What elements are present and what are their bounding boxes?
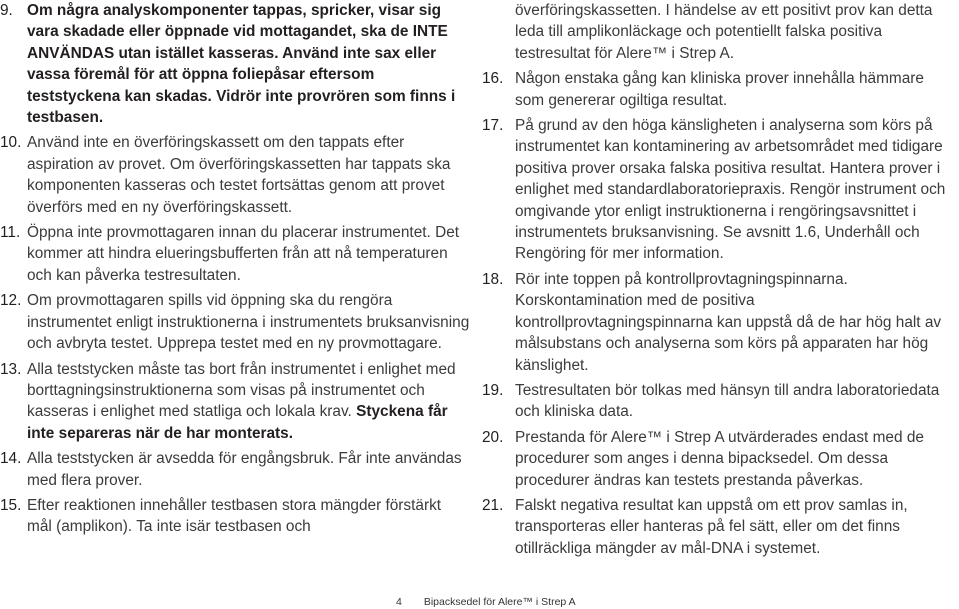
list-item — [482, 0, 956, 64]
list-item — [0, 495, 470, 538]
item-number: 19. — [482, 381, 504, 399]
item-text: överföringskassetten. I händelse av ett positivt prov kan detta leda till amplikonläckage och potentiellt falska positiva testresultat för Alere™ i Strep A. — [515, 2, 933, 62]
item-text: Alla teststycken är avsedda för engångsbruk. Får inte användas med flera prover. — [27, 450, 462, 489]
item-number: 10. — [0, 134, 22, 152]
page-footer — [396, 596, 576, 608]
list-item — [0, 448, 470, 491]
list-item — [0, 0, 470, 128]
item-number: 16. — [482, 70, 504, 88]
item-text: Prestanda för Alere™ i Strep A utvärderades endast med de procedurer som anges i denna bipacksedel. Om dessa procedurer ändras kan testets prestanda påverkas. — [515, 428, 924, 489]
list-item — [482, 269, 956, 376]
item-text: Rör inte toppen på kontrollprovtagningspinnarna. Korskontamination med de positiva kontrollprovtagningspinnarna kan uppstå då de har hög halt av målsubstans och analyserna som körs på apparaten har hög känslighet. — [515, 270, 942, 374]
item-text: Efter reaktionen innehåller testbasen stora mängder förstärkt mål (amplikon). Ta inte isär testbasen och — [27, 496, 442, 536]
list-item — [0, 359, 470, 445]
item-number: 17. — [482, 117, 504, 135]
list-item — [482, 380, 956, 423]
item-number: 12. — [0, 292, 22, 310]
list-item — [482, 115, 956, 265]
item-number: 9. — [0, 2, 13, 19]
footer-title: Bipacksedel för Alere™ i Strep A — [423, 596, 576, 608]
item-text: Någon enstaka gång kan kliniska prover innehålla hämmare som genererar ogiltiga resultat. — [515, 70, 924, 109]
list-item — [482, 427, 956, 491]
item-number: 20. — [482, 428, 504, 446]
item-text: På grund av den höga känsligheten i analyserna som körs på instrumentet kan kontaminering av arbetsområdet med tidigare positiva prover orsaka falska positiva resultat. Hantera prover i enlighet med standardlaboratoriepraxis. Rengör instrument och omgivande ytor enligt instruktionerna i rengöringsavsnittet i instrumentets bruksanvisning. Se avsnitt 1.6, Underhåll och Rengöring för mer information. — [515, 117, 946, 263]
item-text: Använd inte en överföringskassett om den tappats efter aspiration av provet. Om överföringskassetten har tappats ska komponenten kasseras och testet fortsättas genom att provet överförs med en ny överföringskassett. — [27, 134, 451, 216]
list-item — [0, 290, 470, 354]
right-column — [482, 0, 956, 563]
item-number: 18. — [482, 270, 504, 288]
item-text: Testresultaten bör tolkas med hänsyn till andra laboratoriedata och kliniska data. — [515, 381, 940, 421]
item-text: Styckena får inte separeras när de har monterats. — [27, 403, 448, 442]
item-text: Alla teststycken måste tas bort från instrumentet i enlighet med borttagningsinstruktionerna som visas på instrumentet och kasseras i enlighet med statliga och lokala krav. — [27, 360, 456, 421]
item-number: 13. — [0, 360, 22, 378]
item-number: 14. — [0, 450, 22, 468]
item-number: 15. — [0, 496, 22, 514]
list-item — [482, 495, 956, 559]
page-number: 4 — [396, 596, 402, 608]
item-text: Om några analyskomponenter tappas, spricker, visar sig vara skadade eller öppnade vid mottagandet, ska de INTE ANVÄNDAS utan istället kasseras. Använd inte sax eller vassa föremål för att öppna foliepåsar eftersom teststyckena kan skadas. Vidrör inte provrören som finns i testbasen. — [27, 2, 456, 127]
item-number: 21. — [482, 496, 504, 514]
left-column — [0, 0, 470, 542]
list-item — [0, 132, 470, 218]
item-number: 11. — [0, 224, 21, 242]
list-item — [482, 68, 956, 111]
list-item — [0, 222, 470, 286]
item-text: Falskt negativa resultat kan uppstå om ett prov samlas in, transporteras eller hanteras på fel sätt, eller om det finns otillräckliga mängder av mål-DNA i systemet. — [515, 496, 908, 557]
item-text: Om provmottagaren spills vid öppning ska du rengöra instrumentet enligt instruktionerna i instrumentets bruksanvisning och avbryta testet. Upprepa testet med en ny provmottagare. — [27, 292, 470, 353]
item-text: Öppna inte provmottagaren innan du placerar instrumentet. Det kommer att hindra elueringsbufferten från att nå temperaturen och kan påverka testresultaten. — [27, 224, 460, 284]
